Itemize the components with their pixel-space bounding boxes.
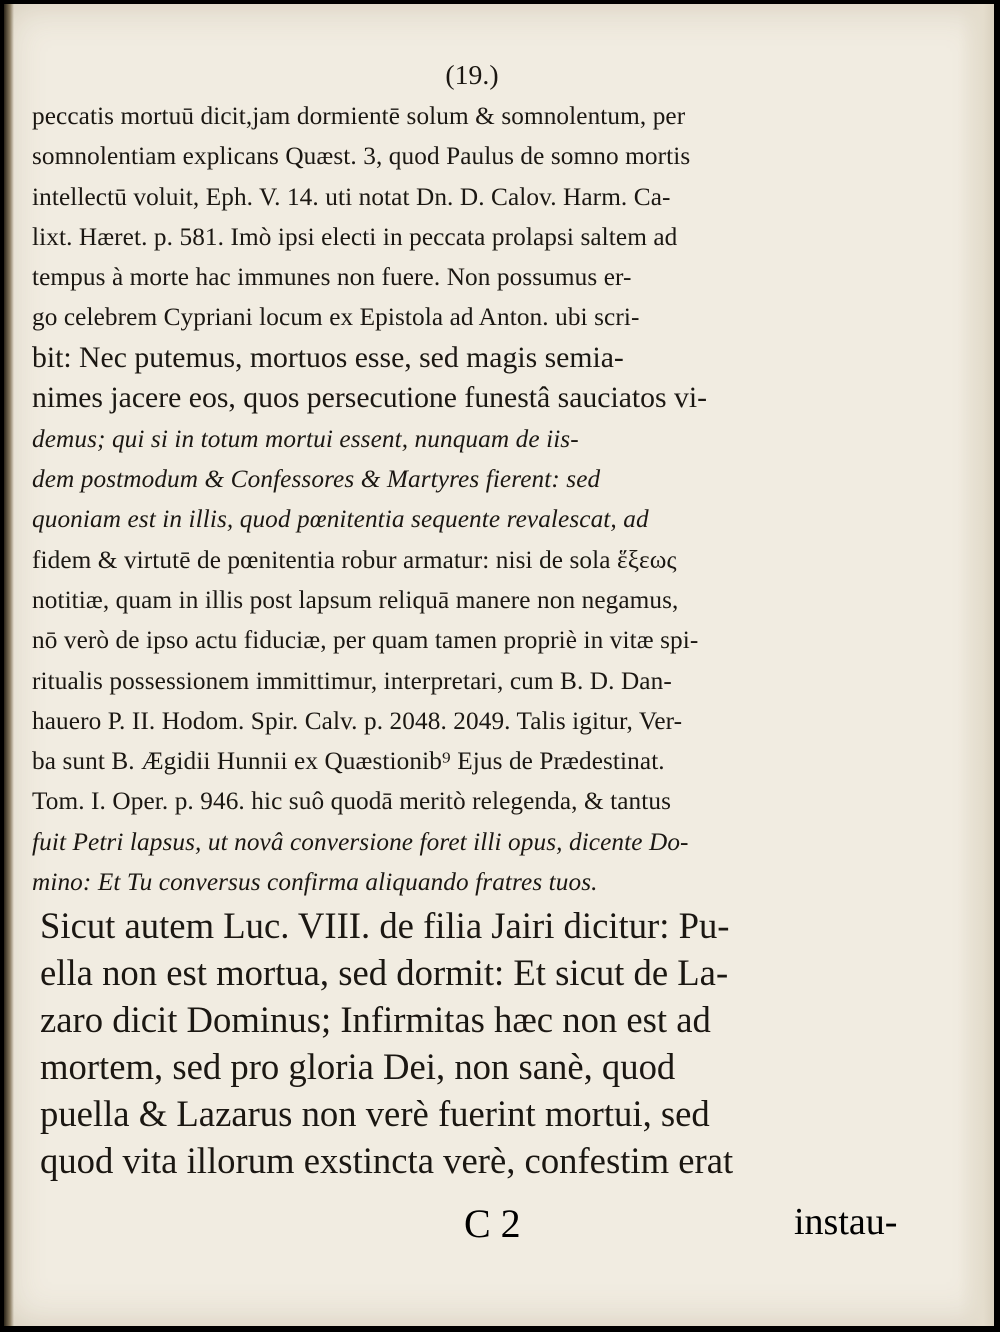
- text-line: mortem, sed pro gloria Dei, non sanè, quod: [40, 1046, 676, 1088]
- text-line: fidem & virtutē de pœnitentia robur armatur: nisi de sola ἕξεως: [32, 545, 677, 574]
- page-number: (19.): [445, 60, 499, 91]
- text-line: lixt. Hæret. p. 581. Imò ipsi electi in peccata prolapsi saltem ad: [32, 222, 678, 251]
- text-line: ella non est mortua, sed dormit: Et sicut de La-: [40, 952, 729, 994]
- page-spine-shadow: [4, 4, 14, 1326]
- text-line: nimes jacere eos, quos persecutione funestâ sauciatos vi-: [32, 382, 708, 415]
- text-line: ba sunt B. Ægidii Hunnii ex Quæstionib⁹ Ejus de Prædestinat.: [32, 747, 665, 776]
- catchword: instau-: [794, 1201, 898, 1243]
- text-line: mino: Et Tu conversus confirma aliquando fratres tuos.: [32, 868, 598, 897]
- page-right-edge: [958, 4, 994, 1326]
- text-line: ritualis possessionem immittimur, interpretari, cum B. D. Dan-: [32, 666, 672, 695]
- text-line: notitiæ, quam in illis post lapsum reliquā manere non negamus,: [32, 585, 679, 614]
- text-line: tempus à morte hac immunes non fuere. Non possumus er-: [32, 263, 632, 292]
- text-line: hauero P. II. Hodom. Spir. Calv. p. 2048. 2049. Talis igitur, Ver-: [32, 706, 683, 735]
- text-line: intellectū voluit, Eph. V. 14. uti notat Dn. D. Calov. Harm. Ca-: [32, 182, 671, 211]
- text-line: peccatis mortuū dicit,jam dormientē solum & somnolentum, per: [32, 102, 686, 130]
- text-line: Tom. I. Oper. p. 946. hic suô quodā meritò relegenda, & tantus: [32, 787, 672, 816]
- book-page: [4, 4, 994, 1326]
- text-line: bit: Nec putemus, mortuos esse, sed magis semia-: [32, 341, 624, 374]
- text-line: dem postmodum & Confessores & Martyres fierent: sed: [32, 465, 601, 494]
- text-line: Sicut autem Luc. VIII. de filia Jairi dicitur: Pu-: [40, 905, 730, 947]
- signature-mark: C 2: [464, 1201, 521, 1246]
- text-line: quod vita illorum exstincta verè, confestim erat: [40, 1140, 734, 1182]
- text-line: demus; qui si in totum mortui essent, nunquam de iis-: [32, 424, 579, 453]
- text-line: quoniam est in illis, quod pœnitentia sequente revalescat, ad: [32, 505, 649, 534]
- text-line: nō verò de ipso actu fiduciæ, per quam tamen propriè in vitæ spi-: [32, 626, 699, 655]
- text-line: fuit Petri lapsus, ut novâ conversione foret illi opus, dicente Do-: [32, 827, 689, 856]
- text-line: puella & Lazarus non verè fuerint mortui, sed: [40, 1093, 710, 1135]
- text-block: [32, 56, 912, 1184]
- text-line: go celebrem Cypriani locum ex Epistola ad Anton. ubi scri-: [32, 303, 640, 332]
- page-footer: [32, 1200, 912, 1250]
- text-line: zaro dicit Dominus; Infirmitas hæc non est ad: [40, 999, 711, 1041]
- text-line: somnolentiam explicans Quæst. 3, quod Paulus de somno mortis: [32, 142, 691, 171]
